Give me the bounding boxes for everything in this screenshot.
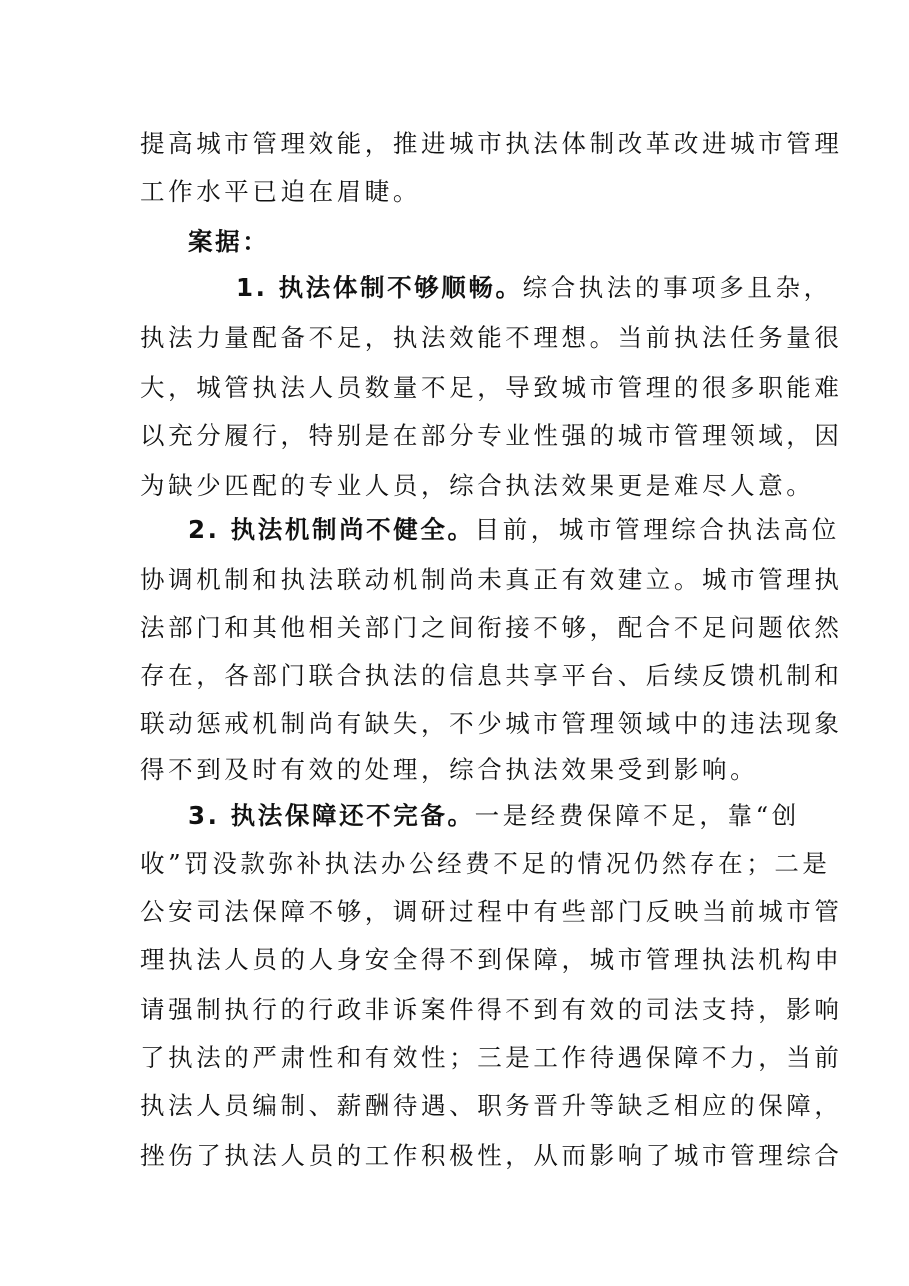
p3-line-8: 挫伤了执法人员的工作积极性，从而影响了城市管理综合: [140, 1141, 843, 1170]
p2-line-5: 联动惩戒机制尚有缺失，不少城市管理领域中的违法现象: [140, 709, 843, 738]
p2-line-3: 法部门和其他相关部门之间衔接不够，配合不足问题依然: [140, 613, 843, 642]
p2-first-text: 目前，城市管理综合执法高位: [474, 515, 840, 544]
p3-line-7: 执法人员编制、薪酬待遇、职务晋升等缺乏相应的保障，: [140, 1091, 843, 1120]
section-heading: 案据：: [188, 227, 270, 256]
p2-line-4: 存在，各部门联合执法的信息共享平台、后续反馈机制和: [140, 661, 843, 690]
p1-line-3: 大，城管执法人员数量不足，导致城市管理的很多职能难: [140, 373, 843, 402]
p2-line-2: 协调机制和执法联动机制尚未真正有效建立。城市管理执: [140, 565, 843, 594]
p3-line-5: 请强制执行的行政非诉案件得不到有效的司法支持，影响: [140, 995, 843, 1024]
p1-line-5: 为缺少匹配的专业人员，综合执法效果更是难尽人意。: [140, 471, 815, 500]
p3-line-1: [188, 796, 800, 836]
p1-first-text: 综合执法的事项多且杂，: [522, 273, 832, 302]
intro-line-2: 工作水平已迫在眉睫。: [140, 177, 421, 206]
p2-line-1: [188, 510, 840, 550]
p3-line-4: 理执法人员的人身安全得不到保障，城市管理执法机构申: [140, 945, 843, 974]
p1-line-2: 执法力量配备不足，执法效能不理想。当前执法任务量很: [140, 323, 843, 352]
intro-line-1: 提高城市管理效能，推进城市执法体制改革改进城市管理: [140, 129, 843, 158]
p1-line-1: [236, 268, 832, 308]
p3-line-2: 收”罚没款弥补执法办公经费不足的情况仍然存在；二是: [140, 849, 831, 878]
p1-title: 1. 执法体制不够顺畅。: [236, 273, 523, 302]
p2-title: 2. 执法机制尚不健全。: [188, 515, 475, 544]
p1-line-4: 以充分履行，特别是在部分专业性强的城市管理领域，因: [140, 421, 843, 450]
p2-line-6: 得不到及时有效的处理，综合执法效果受到影响。: [140, 755, 759, 784]
p3-line-6: 了执法的严肃性和有效性；三是工作待遇保障不力，当前: [140, 1043, 843, 1072]
p3-title: 3. 执法保障还不完备。: [188, 801, 475, 830]
p3-first-text: 一是经费保障不足，靠“创: [474, 801, 800, 830]
p3-line-3: 公安司法保障不够，调研过程中有些部门反映当前城市管: [140, 897, 843, 926]
